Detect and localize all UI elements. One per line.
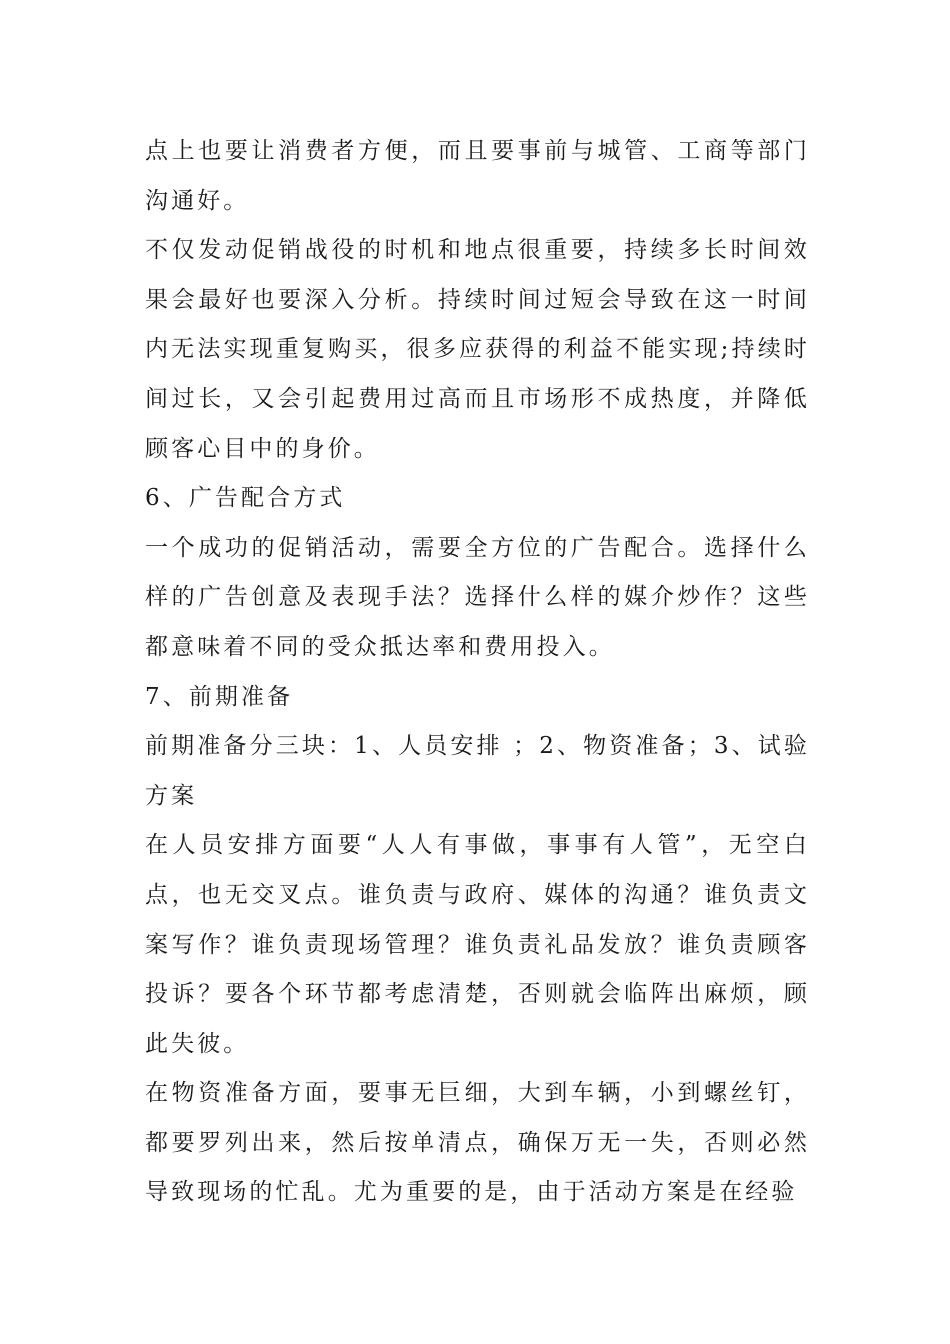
body-paragraph: 前期准备分三块：1、人员安排 ；2、物资准备；3、试验方案: [145, 733, 810, 809]
body-paragraph: 点上也要让消费者方便，而且要事前与城管、工商等部门沟通好。: [145, 138, 810, 214]
body-paragraph: 在物资准备方面，要事无巨细，大到车辆，小到螺丝钉，都要罗列出来，然后按单清点，确保万无一失，否则必然导致现场的忙乱。尤为重要的是，由于活动方案是在经验: [145, 1080, 810, 1206]
body-paragraph: 不仅发动促销战役的时机和地点很重要，持续多长时间效果会最好也要深入分析。持续时间过短会导致在这一时间内无法实现重复购买，很多应获得的利益不能实现;持续时间过长，又会引起费用过高而且市场形不成热度，并降低顾客心目中的身价。: [145, 237, 810, 462]
section-heading: 7、前期准备: [145, 683, 294, 710]
body-paragraph: 在人员安排方面要“人人有事做，事事有人管”，无空白点，也无交叉点。谁负责与政府、媒体的沟通？谁负责文案写作？谁负责现场管理？谁负责礼品发放？谁负责顾客投诉？要各个环节都考虑清楚，否则就会临阵出麻烦，顾此失彼。: [145, 832, 810, 1057]
body-paragraph: 一个成功的促销活动，需要全方位的广告配合。选择什么样的广告创意及表现手法？选择什么样的媒介炒作？这些都意味着不同的受众抵达率和费用投入。: [145, 534, 810, 660]
section-heading: 6、广告配合方式: [145, 485, 346, 512]
document-page: [145, 127, 810, 1218]
